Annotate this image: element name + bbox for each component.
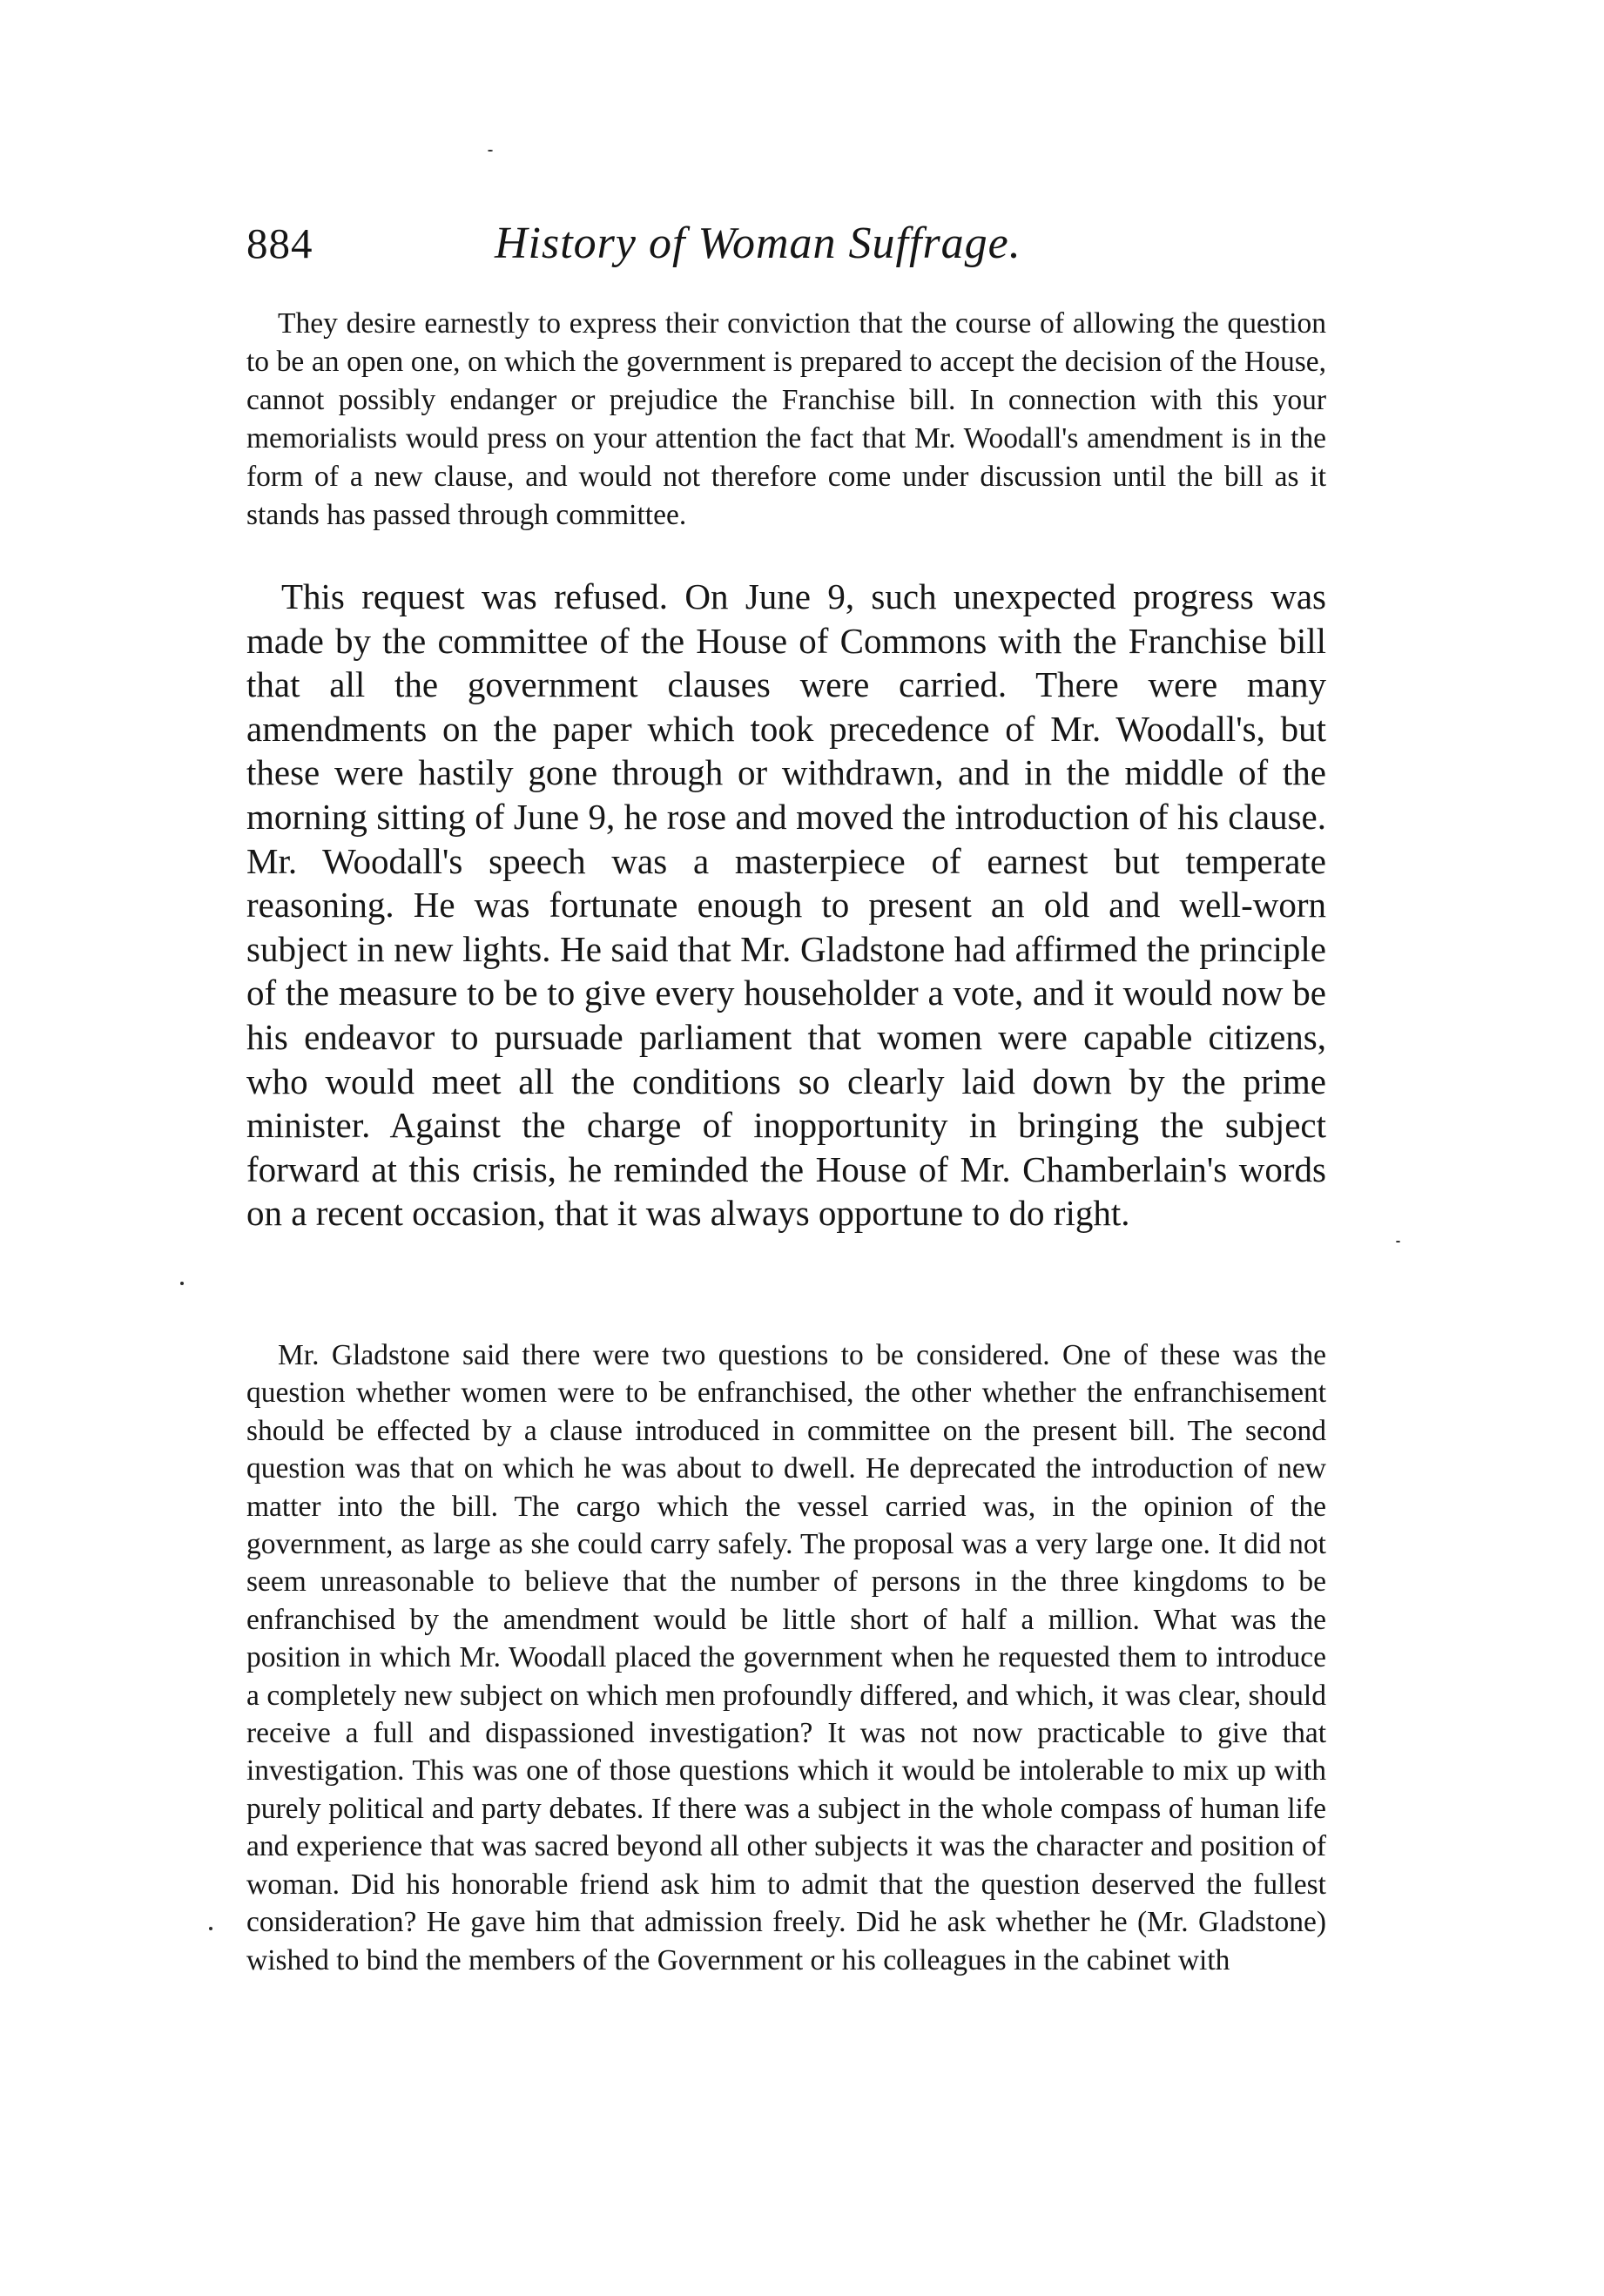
quoted-memorial-paragraph: They desire earnestly to express their conviction that the course of allowing the question to be an open one, on which the government is prepared to accept the decision of the House, cannot possibly endanger or prejudice the Franchise bill. In connection with this your memorialists would press on your attention the fact that Mr. Woodall's amendment is in the form of a new clause, and would not therefore come under discussion until the bill as it stands has passed through committee.	[246, 307, 1326, 531]
page-number: 884	[246, 219, 313, 267]
gladstone-speech-paragraph: Mr. Gladstone said there were two questions to be considered. One of these was the question whether women were to be enfranchised, the other whether the enfranchisement should be effected by a clause introduced in committee on the present bill. The second question was that on which he was about to dwell. He deprecated the introduction of new matter into the bill. The cargo which the vessel carried was, in the opinion of the government, as large as she could carry safely. The proposal was a very large one. It did not seem unreasonable to believe that the number of persons in the three kingdoms to be enfranchised by the amendment would be little short of half a million. What was the position in which Mr. Woodall placed the government when he requested them to introduce a completely new subject on which men profoundly differed, and which, it was clear, should receive a full and dispassioned investigation? It was not now practicable to give that investigation. This was one of those questions which it would be intolerable to mix up with purely political and party debates. If there was a subject in the whole compass of human life and experience that was sacred beyond all other subjects it was the character and position of woman. Did his honorable friend ask him to admit that the question deserved the fullest consideration? He gave him that admission freely. Did he ask whether he (Mr. Gladstone) wished to bind the members of the Government or his colleagues in the cabinet with	[246, 1339, 1326, 1976]
scan-speck	[180, 1282, 184, 1285]
body-paragraph: This request was refused. On June 9, such unexpected progress was made by the committee of the House of Commons with the Franchise bill that all the government clauses were carried. There were many amendments on the paper which took precedence of Mr. Woodall's, but these were hastily gone through or withdrawn, and in the middle of the morning sitting of June 9, he rose and moved the introduction of his clause. Mr. Woodall's speech was a masterpiece of earnest but temperate reasoning. He was fortunate enough to present an old and well-worn subject in new lights. He said that Mr. Gladstone had affirmed the principle of the measure to be to give every householder a vote, and it would now be his endeavor to pursuade parliament that women were capable citizens, who would meet all the conditions so clearly laid down by the prime minister. Against the charge of inopportunity in bringing the subject forward at this crisis, he reminded the House of Mr. Chamberlain's words on a recent occasion, that it was always opportune to do right.	[246, 576, 1326, 1234]
scan-speck	[488, 150, 493, 151]
running-title: History of Woman Suffrage.	[495, 219, 1021, 268]
scan-speck	[1396, 1241, 1400, 1242]
scan-speck	[209, 1927, 212, 1930]
running-head	[246, 213, 1326, 274]
